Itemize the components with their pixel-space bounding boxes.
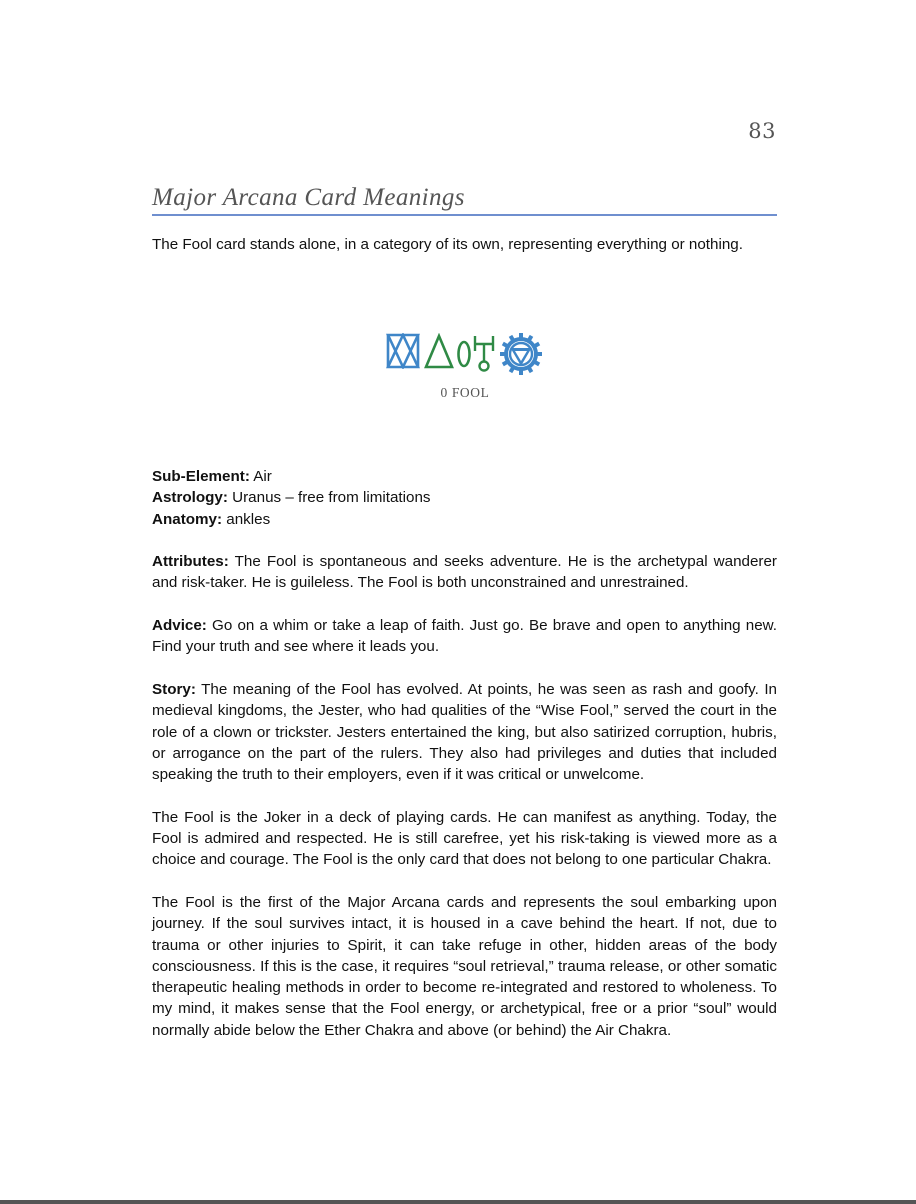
property-label: Astrology: [152, 489, 228, 507]
throat-chakra-icon [500, 333, 542, 375]
card-symbols [386, 333, 546, 375]
card-meaning-content [152, 466, 777, 1041]
story-label: Story: [152, 680, 196, 698]
property-value: ankles [222, 510, 271, 528]
card-caption: 0 FOOL [440, 385, 490, 400]
advice-paragraph [152, 615, 777, 658]
property-astrology [152, 487, 777, 508]
property-anatomy [152, 509, 777, 530]
attributes-text: The Fool is spontaneous and seeks adventure. He is the archetypal wanderer and risk-taker. He is guileless. The Fool is both unconstrained and unrestrained. [152, 553, 777, 592]
page-bottom-border [0, 1200, 916, 1204]
property-label: Anatomy: [152, 510, 223, 528]
spacer [152, 658, 777, 679]
property-value: Air [249, 468, 272, 485]
story-paragraph [152, 679, 777, 785]
section-header [152, 182, 777, 216]
attributes-paragraph [152, 551, 777, 594]
spacer [152, 530, 777, 551]
story-text: The meaning of the Fool has evolved. At points, he was seen as rash and goofy. In medieval kingdoms, the Jester, who had qualities of the “Wise Fool,” served the court in the role of a clown or trickster. Jesters entertained the king, but also satirized corruption, hubris, or arrogance on the part of the rulers. They also had privileges and duties that included speaking the truth to their employers, even if it was critical or unwelcome. [152, 680, 777, 784]
page-number: 83 [748, 119, 776, 143]
uranus-planet-icon [472, 333, 496, 375]
air-element-hexagram-icon [386, 333, 420, 369]
spacer [152, 594, 777, 615]
intro-text: The Fool card stands alone, in a category of its own, representing everything or nothing. [152, 236, 743, 253]
property-label: Sub-Element: [152, 468, 250, 485]
section-title: Major Arcana Card Meanings [152, 184, 465, 211]
advice-text: Go on a whim or take a leap of faith. Just go. Be brave and open to anything new. Find your truth and see where it leads you. [152, 617, 777, 656]
spacer [152, 871, 777, 892]
property-sub-element [152, 466, 777, 487]
fire-triangle-icon [424, 333, 454, 369]
body-paragraph: The Fool is the first of the Major Arcana cards and represents the soul embarking upon journey. If the soul survives intact, it is housed in a cave behind the heart. If not, due to trauma or other injuries to Spirit, it can take refuge in other, hidden areas of the body consciousness. If this is the case, it requires “soul retrieval,” trauma release, or other somatic therapeutic healing methods in order to become re-integrated and restored to wholeness. To my mind, it makes sense that the Fool energy, or archetypical, free or a prior “soul” would normally abide below the Ether Chakra and above (or behind) the Air Chakra. [152, 893, 777, 1039]
advice-label: Advice: [152, 617, 207, 635]
zero-numeral-icon [456, 333, 472, 369]
property-value: Uranus – free from limitations [227, 489, 431, 507]
attributes-label: Attributes: [152, 553, 229, 571]
spacer [152, 785, 777, 806]
body-paragraph: The Fool is the Joker in a deck of playing cards. He can manifest as anything. Today, the Fool is admired and respected. He is still carefree, yet his risk-taking is viewed more as a choice and courage. The Fool is the only card that does not belong to one particular Chakra. [152, 808, 777, 869]
